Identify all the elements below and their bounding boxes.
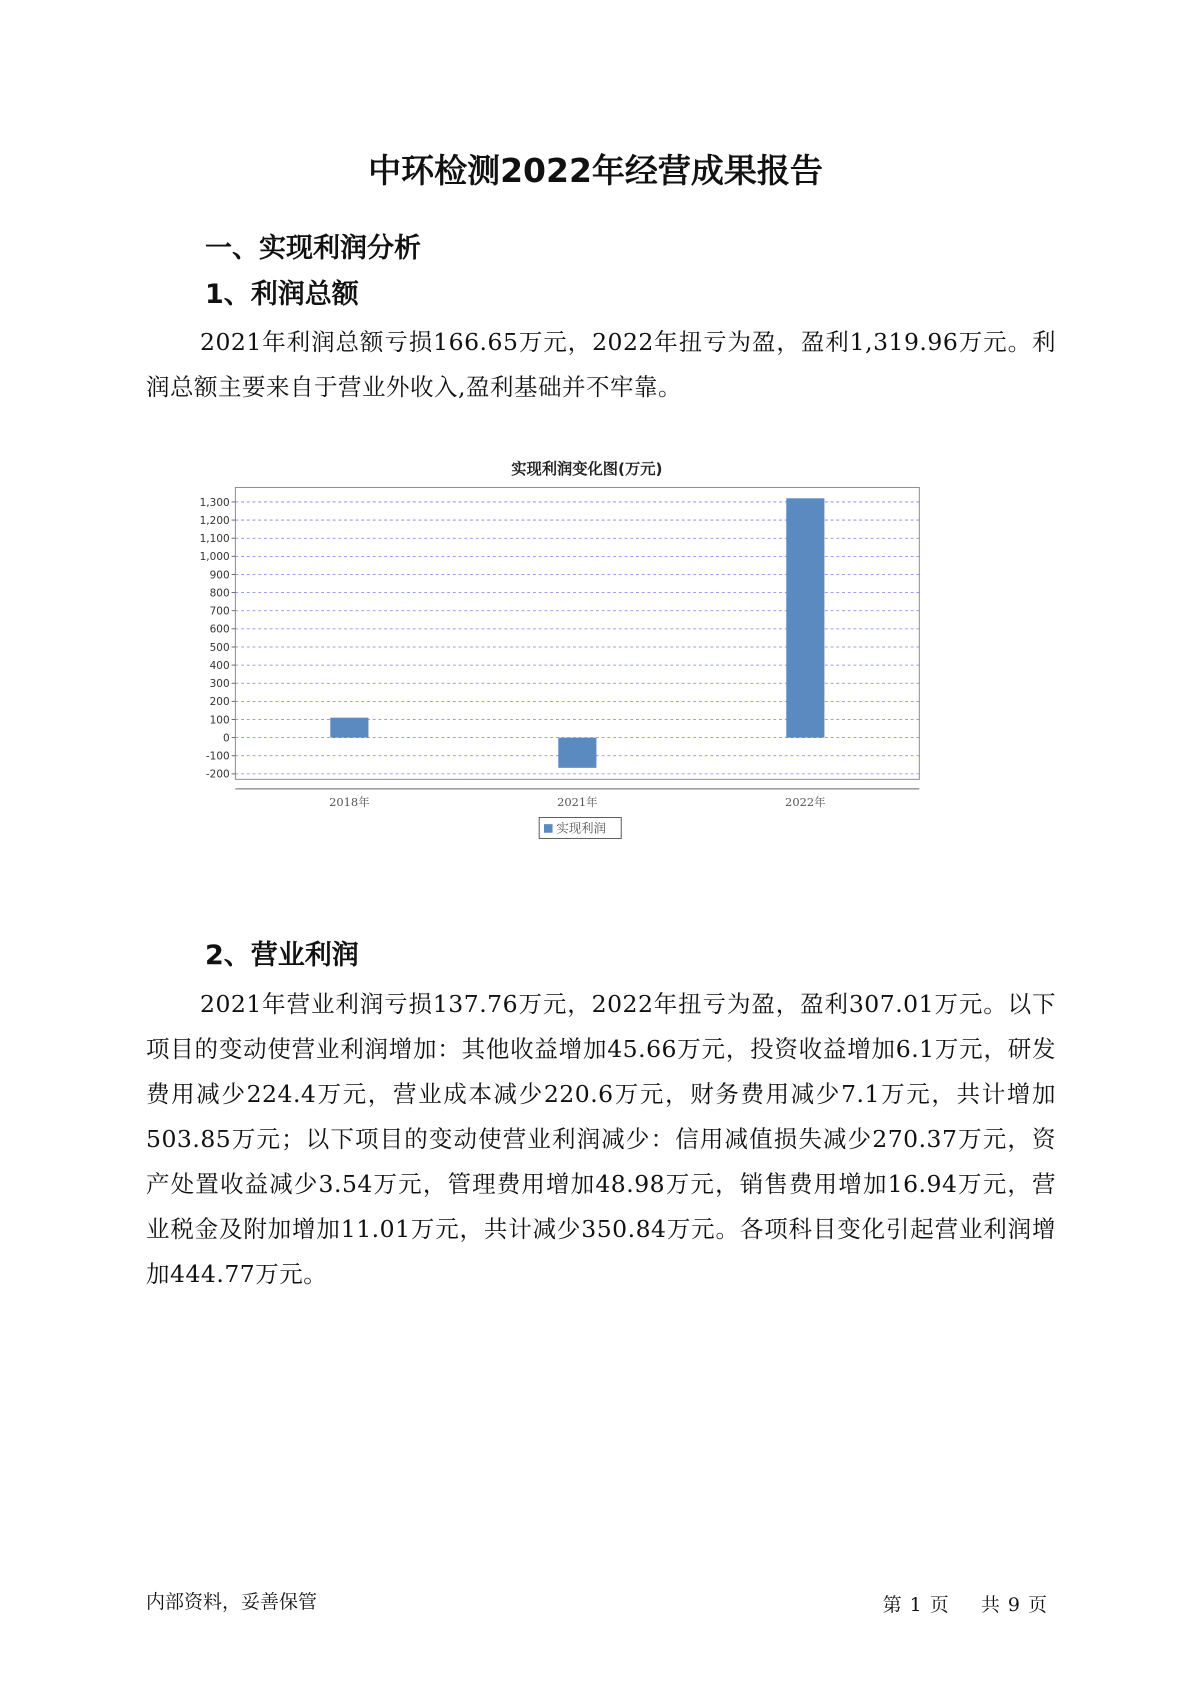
- x-tick-label: 2022年: [785, 795, 826, 810]
- y-tick-label: 1,000: [199, 551, 230, 564]
- paragraph-total-profit: 2021年利润总额亏损166.65万元，2022年扭亏为盈，盈利1,319.96万元。利润总额主要来自于营业外收入,盈利基础并不牢靠。: [146, 328, 1056, 401]
- subheading-operating-profit: 2、营业利润: [205, 940, 359, 971]
- bar-2021年: [558, 738, 596, 768]
- bar-2022年: [786, 498, 824, 737]
- chart-svg: [160, 455, 1030, 910]
- section-heading-profit-analysis: 一、实现利润分析: [205, 233, 421, 264]
- paragraph-operating-profit: 2021年营业利润亏损137.76万元，2022年扭亏为盈，盈利307.01万元。以下项目的变动使营业利润增加：其他收益增加45.66万元，投资收益增加6.1万元，研发费用减少224.4万元，营业成本减少220.6万元，财务费用减少7.1万元，共计增加503.85万元；以下项目的变动使营业利润减少：信用减值损失减少270.37万元，资产处置收益减少3.54万元，管理费用增加48.98万元，销售费用增加16.94万元，营业税金及附加增加11.01万元，共计减少350.84万元。各项科目变化引起营业利润增加444.77万元。: [146, 990, 1056, 1288]
- bar-2018年: [330, 718, 368, 738]
- subheading-total-profit: 1、利润总额: [205, 279, 359, 310]
- footer-confidential-note: 内部资料，妥善保管: [146, 1591, 318, 1613]
- y-tick-label: 300: [209, 678, 230, 691]
- y-tick-label: 600: [209, 623, 230, 636]
- footer-page-prefix: 第: [882, 1594, 902, 1616]
- footer-page-unit: 页: [929, 1594, 949, 1616]
- y-tick-label: 100: [209, 714, 230, 727]
- footer-total-prefix: 共: [980, 1594, 1000, 1616]
- y-tick-label: 1,200: [199, 514, 230, 527]
- profit-bar-chart: [160, 455, 1030, 910]
- y-tick-label: 1,300: [199, 496, 230, 509]
- y-tick-label: 200: [209, 696, 230, 709]
- y-tick-label: 900: [209, 569, 230, 582]
- x-tick-label: 2018年: [329, 795, 370, 810]
- document-title: 中环检测2022年经营成果报告: [368, 151, 823, 190]
- y-tick-label: -100: [205, 750, 230, 763]
- footer-total-unit: 页: [1027, 1594, 1047, 1616]
- legend-swatch: [544, 824, 553, 833]
- y-tick-label: -200: [205, 768, 230, 781]
- y-tick-label: 400: [209, 659, 230, 672]
- footer-page-current: 1: [909, 1594, 922, 1616]
- y-tick-label: 0: [222, 732, 230, 745]
- footer-page-total: 9: [1007, 1594, 1020, 1616]
- y-tick-label: 1,100: [199, 533, 230, 546]
- y-tick-label: 700: [209, 605, 230, 618]
- legend-label: 实现利润: [556, 820, 606, 836]
- y-tick-label: 500: [209, 641, 230, 654]
- y-tick-label: 800: [209, 587, 230, 600]
- footer-page-number: [879, 1590, 1051, 1617]
- x-tick-label: 2021年: [557, 795, 598, 810]
- chart-title: 实现利润变化图(万元): [511, 460, 663, 479]
